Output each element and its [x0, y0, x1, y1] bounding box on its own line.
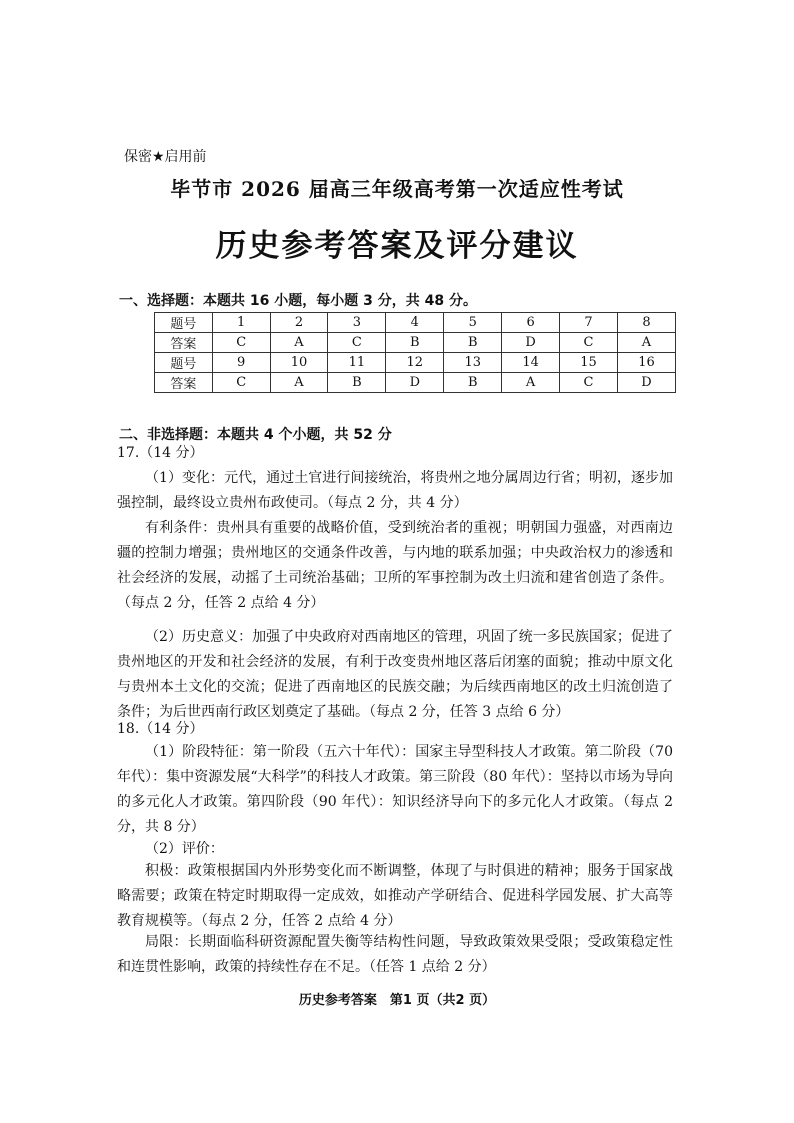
- table-cell: B: [444, 333, 502, 353]
- q17-part2: （2）历史意义：加强了中央政府对西南地区的管理，巩固了统一多民族国家；促进了贵州地区的开发和社会经济的发展，有利于改变贵州地区落后闭塞的面貌；推动中原文化与贵州本土文化的交流；促进了西南地区的民族交融；为后续西南地区的改土归流创造了条件；为后世西南行政区划奠定了基础。（每点 2 分，任答 3 点给 6 分）: [117, 629, 673, 720]
- table-cell: C: [560, 373, 618, 393]
- table-cell: B: [444, 373, 502, 393]
- table-cell: 6: [502, 313, 560, 333]
- q18-positive: 积极：政策根据国内外形势变化而不断调整，体现了与时俱进的精神；服务于国家战略需要；政策在特定时期取得一定成效，如推动产学研结合、促进科学园发展、扩大高等教育规模等。（每点 2 分，任答 2 点给 4 分）: [117, 863, 673, 929]
- q18-label: 18.（14 分）: [117, 721, 204, 737]
- table-cell: C: [212, 333, 270, 353]
- table-cell: 5: [444, 313, 502, 333]
- table-cell: D: [617, 373, 675, 393]
- q18-part1: （1）阶段特征：第一阶段（五六十年代）：国家主导型科技人才政策。第二阶段（70 年代）：集中资源发展“大科学”的科技人才政策。第三阶段（80 年代）：坚持以市场为导向的多元化人才政策。第四阶段（90 年代）：知识经济导向下的多元化人才政策。（每点 2 分，共 8 分）: [117, 744, 673, 835]
- table-row: [155, 373, 676, 393]
- table-cell: 题号: [155, 353, 213, 373]
- q17-favorable-conditions: 有利条件：贵州具有重要的战略价值，受到统治者的重视；明朝国力强盛，对西南边疆的控制力增强；贵州地区的交通条件改善，与内地的联系加强；中央政治权力的渗透和社会经济的发展，动摇了土司统治基础；卫所的军事控制为改土归流和建省创造了条件。（每点 2 分，任答 2 点给 4 分）: [117, 520, 673, 611]
- table-cell: 答案: [155, 373, 213, 393]
- document-title: 历史参考答案及评分建议: [215, 228, 579, 264]
- table-cell: A: [502, 373, 560, 393]
- table-row: [155, 333, 676, 353]
- table-cell: 2: [270, 313, 328, 333]
- table-cell: 4: [386, 313, 444, 333]
- answer-table: [154, 312, 676, 393]
- section2-heading: 二、非选择题：本题共 4 个小题，共 52 分: [119, 427, 392, 443]
- table-cell: 15: [560, 353, 618, 373]
- table-cell: 16: [617, 353, 675, 373]
- table-cell: 3: [328, 313, 386, 333]
- table-cell: D: [386, 373, 444, 393]
- table-cell: 11: [328, 353, 386, 373]
- table-cell: A: [270, 373, 328, 393]
- section1-heading: 一、选择题：本题共 16 小题，每小题 3 分，共 48 分。: [119, 293, 477, 309]
- q18-limitations: 局限：长期面临科研资源配置失衡等结构性问题，导致政策效果受限；受政策稳定性和连贯性影响，政策的持续性存在不足。（任答 1 点给 2 分）: [117, 934, 673, 975]
- table-cell: 10: [270, 353, 328, 373]
- table-cell: B: [386, 333, 444, 353]
- table-row: [155, 353, 676, 373]
- table-cell: A: [270, 333, 328, 353]
- q18-part2-label: （2）评价：: [145, 841, 224, 857]
- table-cell: 8: [617, 313, 675, 333]
- table-cell: D: [502, 333, 560, 353]
- table-row: [155, 313, 676, 333]
- table-cell: C: [328, 333, 386, 353]
- table-cell: 7: [560, 313, 618, 333]
- table-cell: 9: [212, 353, 270, 373]
- q17-label: 17.（14 分）: [117, 445, 204, 461]
- table-cell: 答案: [155, 333, 213, 353]
- table-cell: C: [212, 373, 270, 393]
- table-cell: A: [617, 333, 675, 353]
- table-cell: 13: [444, 353, 502, 373]
- table-cell: 14: [502, 353, 560, 373]
- page-footer: 历史参考答案 第1 页（共2 页）: [298, 993, 496, 1008]
- table-cell: 1: [212, 313, 270, 333]
- q17-part1: （1）变化：元代，通过土官进行间接统治，将贵州之地分属周边行省；明初，逐步加强控制，最终设立贵州布政使司。（每点 2 分，共 4 分）: [117, 470, 673, 511]
- table-cell: 12: [386, 353, 444, 373]
- table-cell: C: [560, 333, 618, 353]
- exam-title: 毕节市 2026 届高三年级高考第一次适应性考试: [170, 177, 624, 201]
- confidential-label: 保密★启用前: [124, 149, 207, 165]
- table-cell: 题号: [155, 313, 213, 333]
- table-cell: B: [328, 373, 386, 393]
